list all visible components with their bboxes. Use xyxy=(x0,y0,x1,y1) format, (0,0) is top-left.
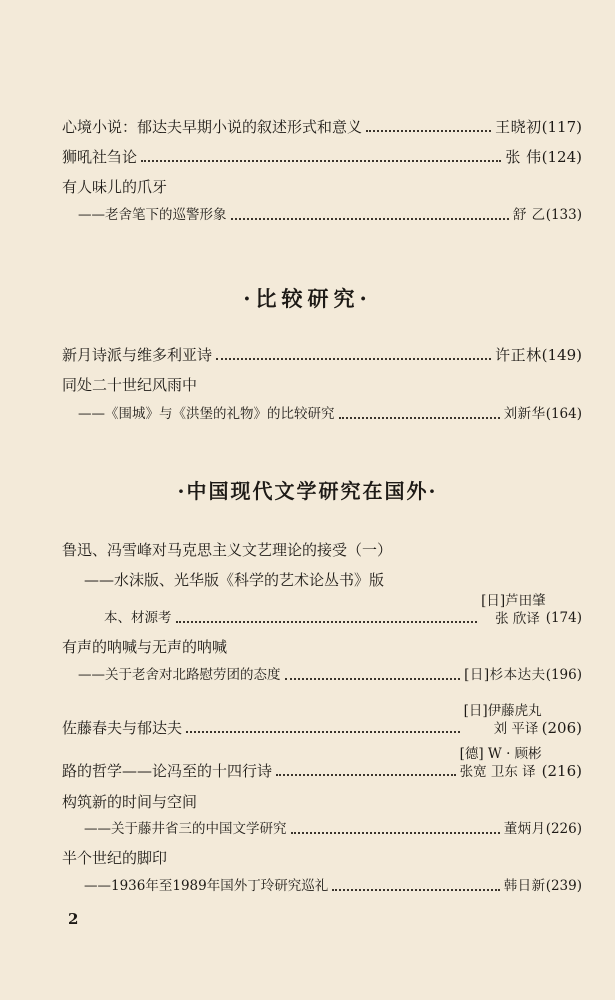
entry-author: 董炳月 xyxy=(503,821,546,837)
entry-title: 有人味儿的爪牙 xyxy=(62,178,168,196)
entry-subtitle: ——关于老舍对北路慰劳团的态度 xyxy=(78,667,281,683)
entry-author: 张 伟 xyxy=(505,148,542,166)
toc-entry xyxy=(78,405,582,424)
entry-translator: 刘 平译 xyxy=(493,721,539,737)
entry-author: [日]芦田肇 xyxy=(481,593,546,609)
entry-subtitle: ——关于藤井省三的中国文学研究 xyxy=(84,821,287,837)
entry-title: 半个世纪的脚印 xyxy=(62,849,168,867)
entry-translator: 张宽 卫东 译 xyxy=(459,764,536,780)
entry-title: 狮吼社刍论 xyxy=(62,148,138,166)
entry-page: (196) xyxy=(545,667,582,683)
entry-author: 韩日新 xyxy=(503,878,546,894)
entry-author-stack xyxy=(481,592,546,628)
toc-entry xyxy=(78,206,582,225)
entry-page: (174) xyxy=(545,610,582,626)
leader-dots xyxy=(276,773,456,776)
toc-entry xyxy=(84,877,582,896)
entry-page: (206) xyxy=(541,719,582,737)
entry-title: 构筑新的时间与空间 xyxy=(62,793,198,811)
entry-title: 同处二十世纪风雨中 xyxy=(62,376,198,394)
entry-title: 心境小说：郁达夫早期小说的叙述形式和意义 xyxy=(62,118,363,136)
entry-author: 许正林 xyxy=(495,346,542,364)
entry-title: 新月诗派与维多利亚诗 xyxy=(62,346,213,364)
entry-subtitle: 本、材源考 xyxy=(104,610,172,626)
entry-page: (124) xyxy=(541,148,582,166)
entry-page: (117) xyxy=(541,118,582,136)
leader-dots xyxy=(339,416,500,419)
entry-author: 刘新华 xyxy=(503,406,546,422)
entry-page: (216) xyxy=(541,762,582,780)
leader-dots xyxy=(366,129,491,132)
leader-dots xyxy=(285,677,461,680)
entry-page: (133) xyxy=(545,207,582,223)
entry-subtitle: ——1936年至1989年国外丁玲研究巡礼 xyxy=(84,878,329,894)
leader-dots xyxy=(332,888,499,891)
toc-entry xyxy=(62,745,582,781)
entry-page: (226) xyxy=(545,821,582,837)
entry-translator: 张 欣译 xyxy=(495,611,540,627)
entry-author-stack xyxy=(460,745,542,781)
section-heading: ·中国现代文学研究在国外· xyxy=(177,479,438,503)
entry-author: 王晓初 xyxy=(495,118,542,136)
leader-dots xyxy=(231,217,509,220)
entry-page: (239) xyxy=(545,878,582,894)
leader-dots xyxy=(216,357,491,360)
entry-subtitle: ——水沫版、光华版《科学的艺术论丛书》版 xyxy=(84,571,385,589)
toc-entry xyxy=(84,820,582,839)
entry-page: (149) xyxy=(541,346,582,364)
toc-entry xyxy=(62,148,582,167)
entry-page: (164) xyxy=(545,406,582,422)
toc-entry xyxy=(62,702,582,738)
entry-title: 佐藤春夫与郁达夫 xyxy=(62,719,183,737)
entry-title: 路的哲学——论冯至的十四行诗 xyxy=(62,762,273,780)
entry-subtitle: ——《围城》与《洪堡的礼物》的比较研究 xyxy=(78,406,335,422)
toc-entry xyxy=(78,666,582,685)
toc-entry xyxy=(104,592,582,628)
entry-author: [日]杉本达夫 xyxy=(464,667,546,683)
entry-author: [日]伊藤虎丸 xyxy=(463,703,542,719)
entry-author: [德] W · 顾彬 xyxy=(459,746,542,762)
leader-dots xyxy=(186,730,460,733)
section-heading: ·比较研究· xyxy=(243,286,372,311)
page-number: 2 xyxy=(68,910,79,928)
entry-title: 有声的呐喊与无声的呐喊 xyxy=(62,638,228,656)
entry-subtitle: ——老舍笔下的巡警形象 xyxy=(78,207,227,223)
toc-entry xyxy=(62,118,582,137)
leader-dots xyxy=(176,620,478,623)
leader-dots xyxy=(141,159,501,162)
entry-title: 鲁迅、冯雪峰对马克思主义文艺理论的接受（一） xyxy=(62,541,393,559)
toc-entry xyxy=(62,346,582,365)
entry-author: 舒 乙 xyxy=(512,207,546,223)
entry-author-stack xyxy=(464,702,542,738)
leader-dots xyxy=(291,831,500,834)
